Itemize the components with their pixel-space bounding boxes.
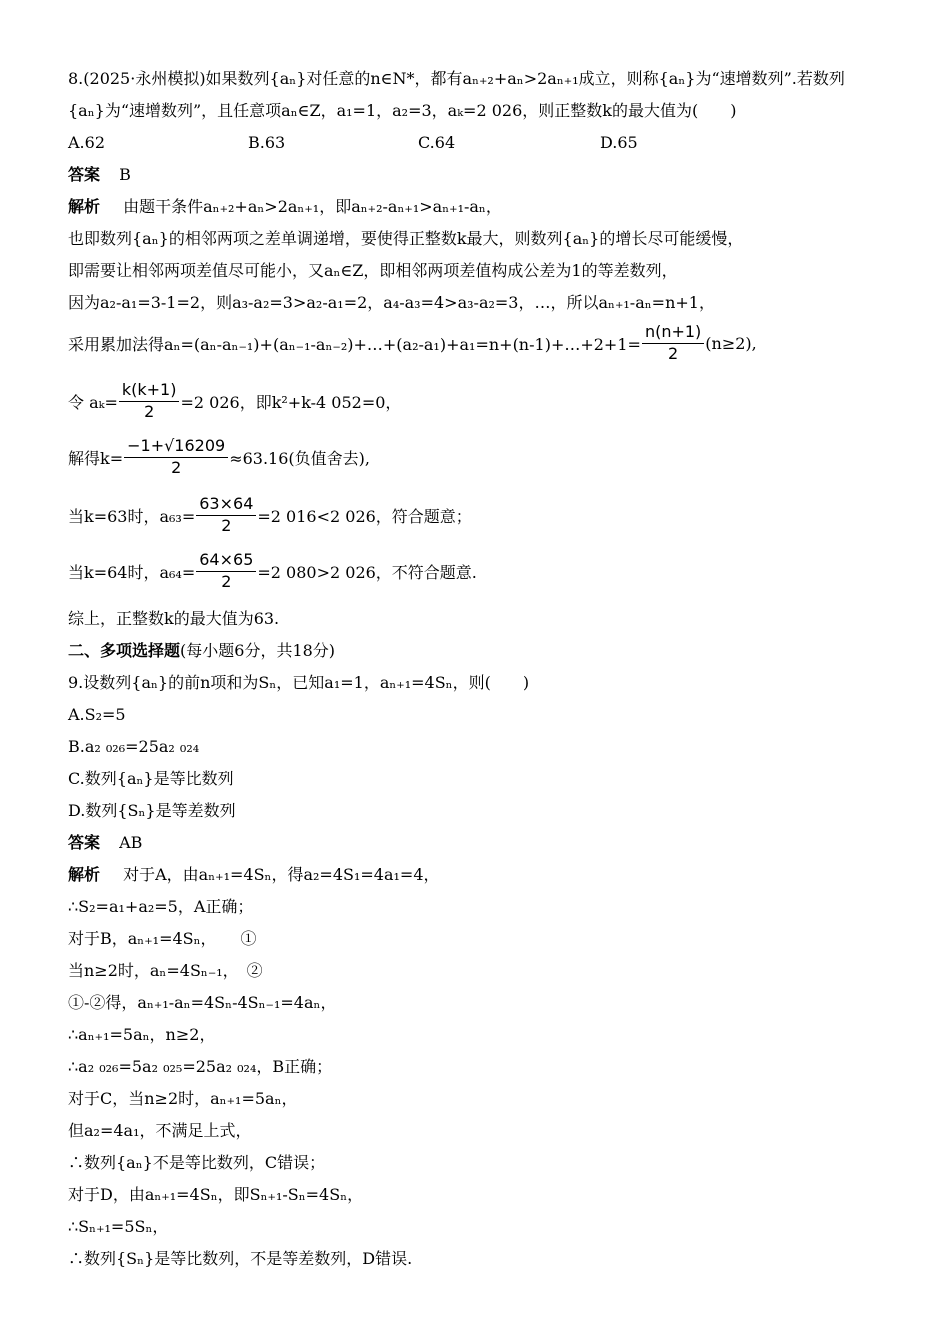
q8-conclusion: 综上，正整数k的最大值为63.	[68, 609, 280, 628]
q8-equation-k64	[68, 550, 477, 592]
q8-analysis-line3: 即需要让相邻两项差值尽可能小，又aₙ∈Z，即相邻两项差值构成公差为1的等差数列，	[68, 261, 678, 280]
eq5-numerator: 64×65	[196, 550, 256, 572]
eq3-post: ≈63.16(负值舍去),	[229, 448, 370, 468]
eq1-post: (n≥2),	[705, 333, 757, 353]
q9-answer: AB	[119, 833, 143, 852]
q8-equation-k63	[68, 494, 472, 536]
eq4-post: =2 016<2 026，符合题意；	[257, 506, 472, 526]
q8-equation-solve	[68, 436, 370, 478]
eq5-post: =2 080>2 026，不符合题意.	[257, 562, 477, 582]
eq5-denominator: 2	[221, 572, 232, 591]
q9-analysis-line12: ∴Sₙ₊₁=5Sₙ，	[68, 1217, 169, 1236]
eq1-pre: 采用累加法得aₙ=(aₙ-aₙ₋₁)+(aₙ₋₁-aₙ₋₂)+…+(a₂-a₁)+a₁=n+(n-1)+…+2+1=	[68, 334, 641, 354]
answer-label: 答案	[68, 165, 101, 184]
q8-analysis-line4: 因为a₂-a₁=3-1=2，则a₃-a₂=3>a₂-a₁=2，a₄-a₃=4>a₃-a₂=3，…，所以aₙ₊₁-aₙ=n+1，	[68, 293, 715, 312]
q9-option-c: C.数列{aₙ}是等比数列	[68, 769, 234, 788]
eq4-pre: 当k=63时，a₆₃=	[68, 506, 196, 526]
eq2-denominator: 2	[144, 402, 155, 421]
q9-analysis-line11: 对于D，由aₙ₊₁=4Sₙ，即Sₙ₊₁-Sₙ=4Sₙ，	[68, 1185, 364, 1204]
q9-option-b: B.a₂ ₀₂₆=25a₂ ₀₂₄	[68, 737, 200, 756]
section-heading	[68, 640, 335, 662]
section-note: (每小题6分，共18分)	[180, 641, 336, 660]
q8-analysis-line2: 也即数列{aₙ}的相邻两项之差单调递增，要使得正整数k最大，则数列{aₙ}的增长尽可能缓慢，	[68, 229, 744, 248]
q9-analysis-line3: 对于B，aₙ₊₁=4Sₙ， ①	[68, 929, 257, 948]
q9-analysis-line2: ∴S₂=a₁+a₂=5，A正确；	[68, 897, 254, 916]
eq1-numerator: n(n+1)	[642, 322, 704, 344]
q9-analysis-line5: ①-②得，aₙ₊₁-aₙ=4Sₙ-4Sₙ₋₁=4aₙ，	[68, 993, 337, 1012]
q8-option-b: B.63	[248, 133, 286, 152]
eq5-pre: 当k=64时，a₆₄=	[68, 562, 196, 582]
q9-analysis-line9: 但a₂=4a₁，不满足上式，	[68, 1121, 252, 1140]
eq2-fraction	[119, 380, 180, 422]
eq2-numerator: k(k+1)	[119, 380, 180, 402]
q8-equation-let	[68, 380, 401, 422]
q9-analysis-line6: ∴aₙ₊₁=5aₙ，n≥2，	[68, 1025, 216, 1044]
eq4-numerator: 63×64	[196, 494, 256, 516]
eq4-denominator: 2	[221, 516, 232, 535]
eq3-denominator: 2	[171, 458, 182, 477]
q8-answer: B	[119, 165, 131, 184]
q8-stem-line1: 8.(2025·永州模拟)如果数列{aₙ}对任意的n∈N*，都有aₙ₊₂+aₙ>2aₙ₊₁成立，则称{aₙ}为“速增数列”.若数列	[68, 69, 845, 88]
q9-option-a: A.S₂=5	[68, 705, 126, 724]
section-title: 二、多项选择题	[68, 641, 181, 660]
analysis-label: 解析	[68, 865, 101, 884]
q8-answer-line	[68, 164, 131, 186]
q9-analysis-line1	[68, 864, 440, 886]
q8-options	[68, 132, 888, 154]
eq3-fraction	[124, 436, 228, 478]
eq1-fraction	[642, 322, 704, 364]
q9-analysis-line10: ∴数列{aₙ}不是等比数列，C错误；	[68, 1153, 326, 1172]
q9-analysis-line13: ∴数列{Sₙ}是等比数列，不是等差数列，D错误.	[68, 1249, 413, 1268]
answer-label: 答案	[68, 833, 101, 852]
q8-analysis-line1	[68, 196, 502, 218]
q9-answer-line	[68, 832, 142, 854]
q9-stem: 9.设数列{aₙ}的前n项和为Sₙ，已知a₁=1，aₙ₊₁=4Sₙ，则( )	[68, 673, 530, 692]
eq3-pre: 解得k=	[68, 448, 124, 468]
q8-equation-sum	[68, 322, 757, 364]
q8-stem-line2: {aₙ}为“速增数列”，且任意项aₙ∈Z，a₁=1，a₂=3，aₖ=2 026，则正整数k的最大值为( )	[68, 101, 737, 120]
q9-option-d: D.数列{Sₙ}是等差数列	[68, 801, 236, 820]
analysis-label: 解析	[68, 197, 101, 216]
q9-analysis-line4: 当n≥2时，aₙ=4Sₙ₋₁， ②	[68, 961, 263, 980]
eq1-denominator: 2	[668, 344, 679, 363]
eq2-post: =2 026，即k²+k-4 052=0，	[180, 392, 402, 412]
q8-option-c: C.64	[418, 133, 456, 152]
q9-analysis-text: 对于A，由aₙ₊₁=4Sₙ，得a₂=4S₁=4a₁=4，	[123, 865, 440, 884]
q8-option-a: A.62	[68, 133, 105, 152]
eq2-pre: 令 aₖ=	[68, 392, 118, 412]
eq4-fraction	[196, 494, 256, 536]
q8-option-d: D.65	[600, 133, 638, 152]
eq5-fraction	[196, 550, 256, 592]
eq3-numerator: −1+√16209	[124, 436, 228, 458]
q9-analysis-line8: 对于C，当n≥2时，aₙ₊₁=5aₙ，	[68, 1089, 298, 1108]
q9-analysis-line7: ∴a₂ ₀₂₆=5a₂ ₀₂₅=25a₂ ₀₂₄，B正确；	[68, 1057, 333, 1076]
q8-analysis-text: 由题干条件aₙ₊₂+aₙ>2aₙ₊₁，即aₙ₊₂-aₙ₊₁>aₙ₊₁-aₙ，	[123, 197, 502, 216]
